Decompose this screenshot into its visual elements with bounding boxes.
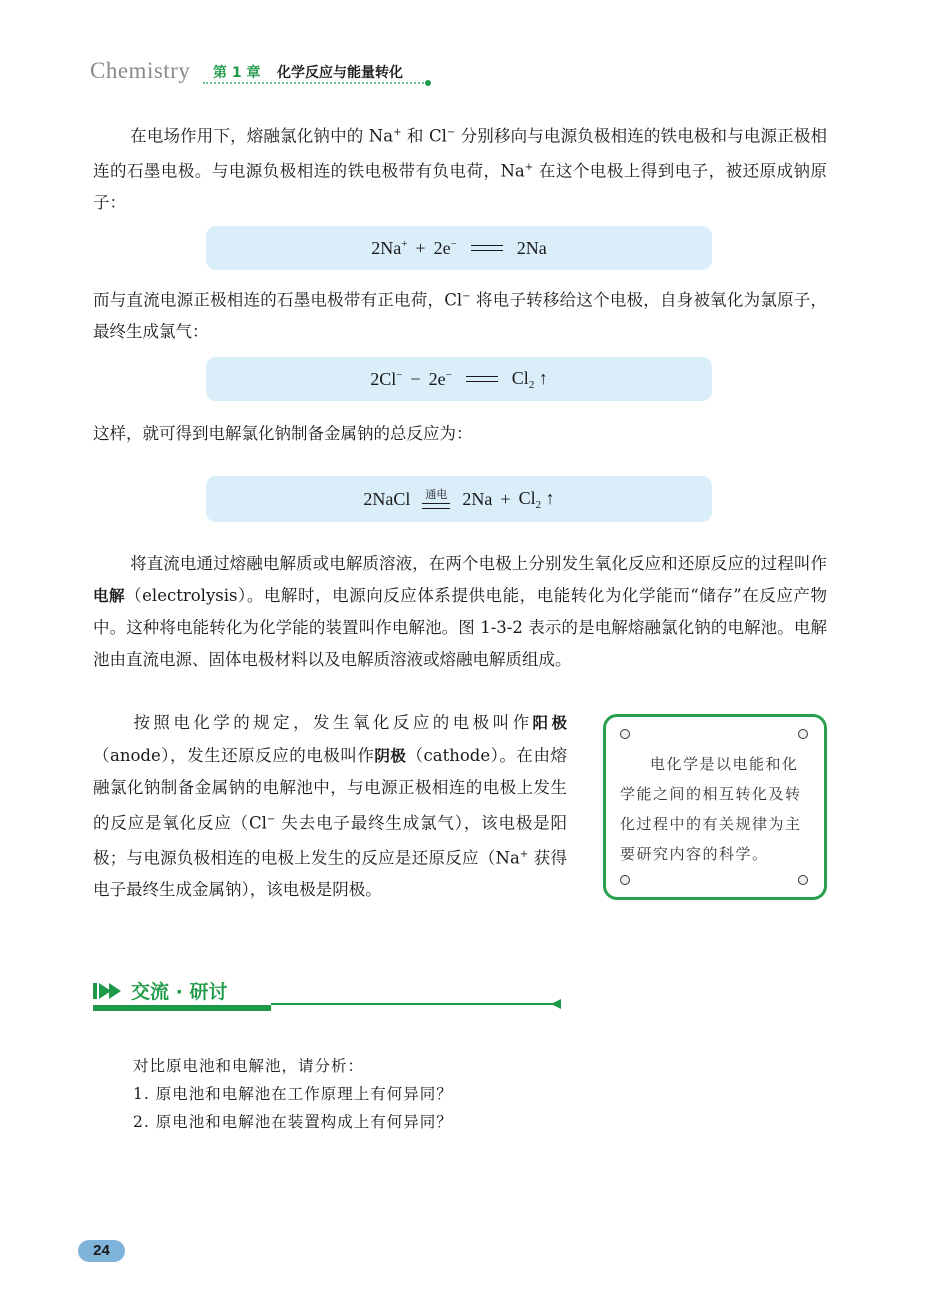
- question-1: 1. 原电池和电解池在工作原理上有何异同？: [133, 1085, 453, 1103]
- screw-icon: [620, 875, 630, 885]
- keyword-electrolysis: 电解: [93, 586, 126, 605]
- paragraph-5: 按照电化学的规定，发生氧化反应的电极叫作阳极（anode），发生还原反应的电极叫作阴极（cathode）。在由熔融氯化钠制备金属钠的电解池中，与电源正极相连的电极上发生的反应是氧化反应（Cl− 失去电子最终生成氯气），该电极是阳极；与电源负极相连的电极上发生的反应是还原反应（Na+ 获得电子最终生成金属钠），该电极是阴极。: [93, 713, 568, 899]
- equals-arrow: [422, 503, 450, 509]
- equals-arrow: [471, 245, 503, 251]
- paragraph-4: 将直流电通过熔融电解质或电解质溶液，在两个电极上分别发生氧化反应和还原反应的过程叫作电解（electrolysis）。电解时，电源向反应体系提供电能，电能转化为化学能而“储存”在反应产物中。这种将电能转化为化学能的装置叫作电解池。图 1-3-2 表示的是电解熔融氯化钠的电解池。电解池由直流电源、固体电极材料以及电解质溶液或熔融电解质组成。: [93, 554, 827, 669]
- paragraph-1: 在电场作用下，熔融氯化钠中的 Na+ 和 Cl− 分别移向与电源负极相连的铁电极和与电源正极相连的石墨电极。与电源负极相连的铁电极带有负电荷，Na+ 在这个电极上得到电子，被还原成钠原子：: [93, 126, 828, 212]
- header-chapter-number: 第 1 章: [213, 65, 261, 81]
- play-forward-icon: [93, 981, 125, 1001]
- keyword-anode: 阳极: [532, 714, 567, 732]
- screw-icon: [798, 729, 808, 739]
- equation-overall-electrolysis: 2NaCl 通电 2Na + $Cl_2$ ↑: [206, 476, 712, 522]
- reaction-condition: 通电: [422, 489, 450, 509]
- header-subject: Chemistry: [90, 58, 191, 83]
- keyword-cathode: 阴极: [374, 746, 407, 765]
- screw-icon: [798, 875, 808, 885]
- header-chapter-title: 化学反应与能量转化: [277, 65, 403, 81]
- paragraph-2: 而与直流电源正极相连的石墨电极带有正电荷，Cl− 将电子转移给这个电极，自身被氧化为氯原子，最终生成氯气：: [93, 290, 828, 341]
- questions-intro: 对比原电池和电解池，请分析：: [133, 1057, 365, 1075]
- screw-icon: [620, 729, 630, 739]
- section-title: 交流 · 研讨: [131, 981, 228, 1003]
- side-note-text: 电化学是以电能和化学能之间的相互转化及转化过程中的有关规律为主要研究内容的科学。: [620, 755, 802, 863]
- equation-chlorine-oxidation: 2Cl− − 2e− $Cl_2$ ↑: [206, 357, 712, 401]
- page-number: 24: [78, 1240, 125, 1262]
- equation-sodium-reduction: 2Na+ + 2e− 2Na: [206, 226, 712, 270]
- header-dotted-rule: [203, 82, 427, 84]
- equals-arrow: [466, 376, 498, 382]
- triangle-left-icon: [551, 999, 561, 1009]
- paragraph-3: 这样，就可得到电解氯化钠制备金属钠的总反应为：: [93, 424, 473, 443]
- question-2: 2. 原电池和电解池在装置构成上有何异同？: [133, 1113, 453, 1131]
- section-underline-line: [271, 1003, 559, 1005]
- side-note-box: [603, 714, 827, 900]
- section-underline-bar: [93, 1005, 271, 1011]
- header-rule-end-dot: [425, 80, 431, 86]
